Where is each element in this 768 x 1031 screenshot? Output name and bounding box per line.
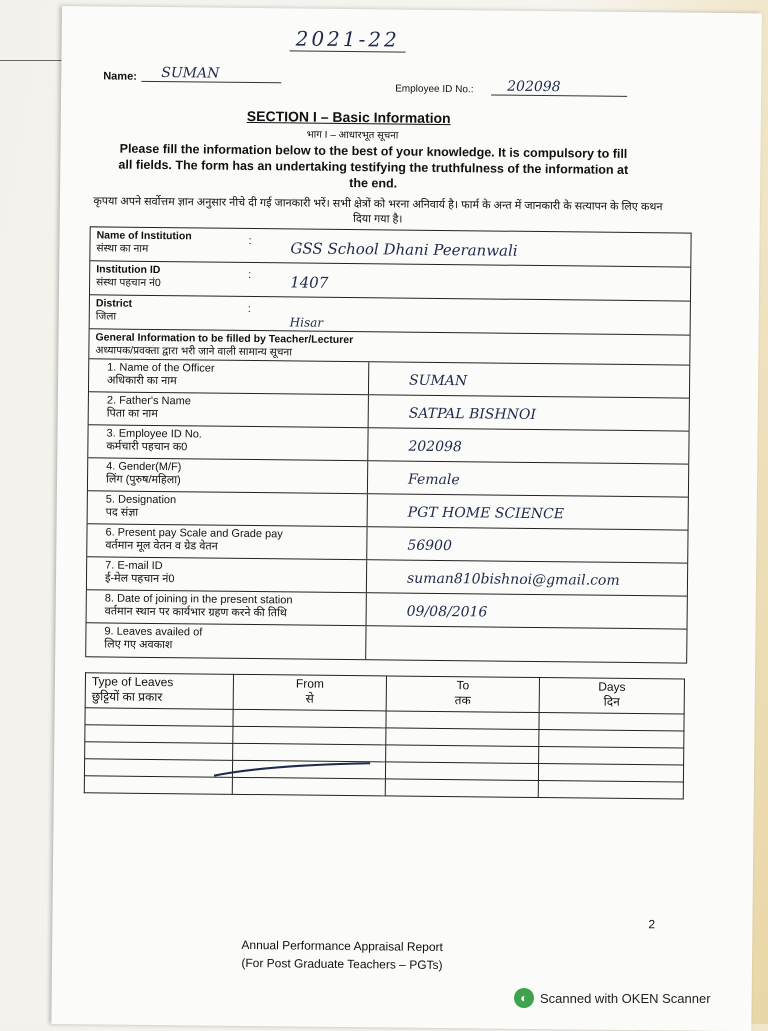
field-value-cell [366, 626, 686, 662]
field-value-cell [368, 428, 688, 463]
field-label: 7. E-mail ID ई-मेल पहचान नं0 [87, 557, 367, 592]
footer-line-1: Annual Performance Appraisal Report [241, 937, 443, 955]
field-value-cell [368, 461, 688, 496]
colon: : [248, 268, 252, 281]
colon: : [248, 234, 252, 247]
leave-cell [539, 730, 684, 749]
field-value: 56900 [407, 537, 452, 555]
leave-cell [539, 747, 684, 766]
header-type: Type of Leaves छुट्टियों का प्रकार [85, 673, 233, 710]
form-page [51, 6, 762, 1031]
name-value: SUMAN [141, 65, 281, 83]
field-value-cell [369, 362, 689, 397]
general-heading: General Information to be filled by Teacher/Lecturer अध्यापक/प्रवक्ता द्वारा भरी जाने वाली सामान्य सूचना [95, 331, 354, 359]
header-from: From से [233, 674, 386, 711]
field-value: Female [407, 471, 460, 489]
leave-cell [539, 713, 684, 732]
employee-id-value: 202098 [491, 78, 627, 96]
page-number: 2 [648, 917, 656, 932]
field-label: 4. Gender(M/F) लिंग (पुरुष/महिला) [88, 458, 368, 493]
field-value: suman810bishnoi@gmail.com [406, 570, 620, 589]
district-value: Hisar [289, 315, 324, 330]
leave-cell [386, 745, 539, 764]
header-to: To तक [386, 676, 539, 713]
leave-cell [85, 725, 233, 744]
field-label: 6. Present pay Scale and Grade pay वर्तमान मूल वेतन व ग्रेड वेतन [87, 524, 367, 559]
employee-id-label: Employee ID No.: [395, 83, 474, 96]
leave-cell [84, 776, 232, 795]
institution-name-label: Name of Institution संस्था का नाम [96, 229, 192, 255]
instructions-hindi: कृपया अपने सर्वोत्तम ज्ञान अनुसार नीचे दी गई जानकारी भरें। सभी क्षेत्रों को भरना अनिवार्य है। फार्म के अन्त में जानकारी के सत्यापन के लिए कथन दिया गया है। [93, 195, 663, 226]
field-label: 1. Name of the Officer अधिकारी का नाम [89, 359, 369, 394]
leave-cell [386, 728, 539, 747]
name-label: Name: [103, 70, 137, 83]
leave-cell [385, 779, 538, 798]
institution-id-value: 1407 [290, 273, 329, 292]
section-title: SECTION I – Basic Information [246, 107, 451, 127]
leave-cell [85, 708, 233, 727]
footer-line-2: (For Post Graduate Teachers – PGTs) [241, 955, 443, 973]
leave-cell [538, 764, 683, 783]
report-footer [212, 936, 472, 975]
field-value-cell [368, 494, 688, 529]
field-value-cell [369, 395, 689, 430]
header-days: Days दिन [539, 678, 684, 715]
leave-cell [84, 759, 232, 778]
leave-cell [85, 742, 233, 761]
scanner-watermark [514, 988, 711, 1008]
field-label: 3. Employee ID No. कर्मचारी पहचान क0 [88, 425, 368, 460]
scanner-text: Scanned with OKEN Scanner [540, 990, 711, 1006]
field-value: 202098 [408, 438, 462, 456]
field-value-cell [367, 593, 687, 628]
general-fields [86, 359, 689, 662]
leave-cell [233, 726, 386, 745]
scanner-logo-icon: ◐ [514, 988, 534, 1008]
district-label: District जिला [95, 297, 133, 323]
leave-cell [232, 777, 385, 796]
leave-cell [385, 762, 538, 781]
field-value-cell [367, 560, 687, 595]
field-value: SATPAL BISHNOI [408, 405, 536, 423]
field-label: 2. Father's Name पिता का नाम [89, 392, 369, 427]
notebook-edge-line [0, 60, 62, 61]
field-value: PGT HOME SCIENCE [407, 504, 565, 523]
leave-cell [386, 711, 539, 730]
instructions: Please fill the information below to the best of your knowledge. It is compulsory to fill all fields. The form has an undertaking testifying the truthfulness of the information at the end. [118, 141, 629, 191]
leaves-table [84, 672, 685, 799]
field-value-cell [367, 527, 687, 562]
field-label: 8. Date of joining in the present station वर्तमान स्थान पर कार्यभार ग्रहण करने की तिथि [87, 590, 367, 625]
field-label: 5. Designation पद संज्ञा [88, 491, 368, 526]
institution-name-value: GSS School Dhani Peeranwali [290, 239, 518, 260]
handwritten-strike-stroke [212, 760, 372, 780]
year-heading: 2021-22 [290, 26, 406, 52]
colon: : [247, 302, 251, 315]
section-subtitle-hindi: भाग I – आधारभूत सूचना [306, 129, 399, 142]
leave-cell [233, 709, 386, 728]
leave-cell [538, 781, 683, 800]
general-field-row [86, 623, 686, 662]
field-label: 9. Leaves availed of लिए गए अवकाश [86, 623, 366, 659]
field-value: SUMAN [409, 372, 468, 390]
basic-info-form [85, 226, 691, 663]
institution-id-label: Institution ID संस्था पहचान नं0 [96, 263, 161, 290]
field-value: 09/08/2016 [406, 603, 488, 621]
